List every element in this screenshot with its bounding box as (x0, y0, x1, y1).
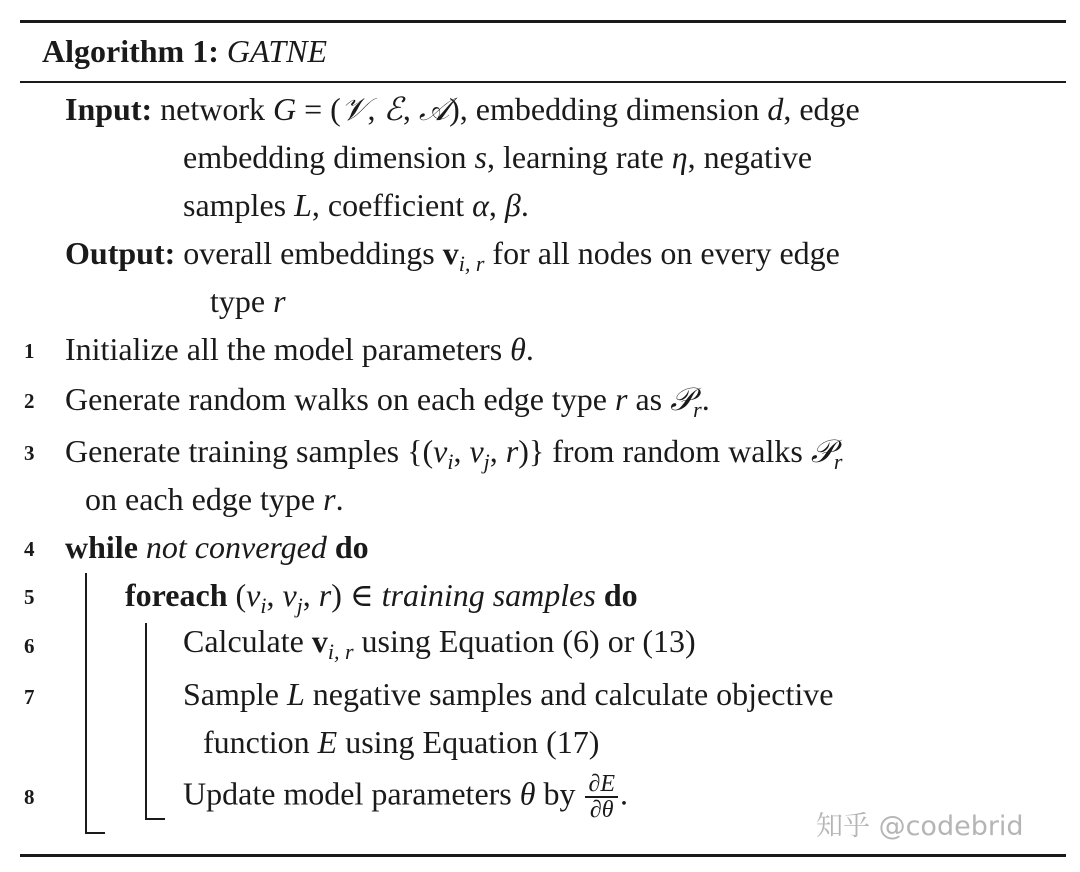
input-label: Input: (65, 91, 153, 127)
step-text: Generate training samples {( (65, 433, 434, 469)
step-text: Update model parameters (183, 775, 520, 812)
step-text: using Equation (17) (337, 724, 600, 760)
line-number: 8 (24, 785, 35, 809)
line-number: 1 (24, 339, 35, 363)
step-math: v (246, 577, 261, 613)
step-text: negative samples and calculate objective (304, 676, 834, 712)
input-math: ℰ (383, 91, 403, 127)
output-text: for all nodes on every edge (484, 235, 840, 271)
step-8 (183, 772, 628, 822)
top-rule (20, 20, 1066, 23)
step-subscript: j (483, 449, 490, 474)
step-math: θ (519, 775, 536, 812)
output-subscript: i, r (458, 251, 485, 276)
step-3-line-2 (85, 479, 344, 519)
input-line-2 (183, 137, 812, 177)
step-condition: training samples (381, 577, 596, 613)
input-text: , edge (783, 91, 860, 127)
step-text: using Equation (6) or (13) (353, 623, 696, 659)
input-text: samples (183, 187, 295, 223)
input-text: ), embedding dimension (449, 91, 768, 127)
line-number: 3 (24, 441, 35, 465)
keyword-do: do (603, 577, 638, 613)
input-text: , learning rate (486, 139, 672, 175)
step-math: 𝒫 (670, 381, 694, 417)
step-text: )} from random walks (518, 433, 811, 469)
line-number: 7 (24, 685, 35, 709)
input-text: embedding dimension (183, 139, 475, 175)
step-6 (183, 621, 696, 672)
step-subscript: j (296, 593, 303, 618)
keyword-do: do (334, 529, 369, 565)
step-subscript: i (447, 449, 454, 474)
foreach-block-bracket (145, 623, 147, 820)
step-text: . (335, 481, 344, 517)
step-math: r (323, 481, 336, 517)
foreach-block-end (145, 818, 165, 820)
step-subscript: r (693, 397, 702, 422)
step-math: r (318, 577, 332, 613)
step-subscript: r (833, 449, 843, 474)
algorithm-name: GATNE (226, 33, 328, 69)
step-math: θ (510, 331, 526, 367)
while-block-end (85, 832, 105, 834)
output-text: type (210, 283, 274, 319)
step-text (596, 577, 604, 613)
input-math: η (671, 139, 688, 175)
input-math: β (504, 187, 521, 223)
step-math: 𝒫 (810, 433, 834, 469)
step-math: r (614, 381, 628, 417)
step-math: v (282, 577, 297, 613)
step-subscript: i, r (327, 639, 354, 664)
step-math: L (286, 676, 305, 712)
step-math: E (317, 724, 338, 760)
input-math: d (767, 91, 784, 127)
step-math: v (311, 623, 328, 659)
input-math: α (472, 187, 489, 223)
step-3-line-1 (65, 431, 842, 482)
output-math: r (273, 283, 286, 319)
step-math: r (505, 433, 519, 469)
input-math: s (474, 139, 487, 175)
step-condition: not converged (145, 529, 327, 565)
output-line-2 (210, 281, 286, 321)
step-text: Initialize all the model parameters (65, 331, 511, 367)
bottom-rule (20, 854, 1066, 857)
step-5 (125, 575, 638, 626)
step-text: Calculate (183, 623, 312, 659)
input-line-1 (65, 89, 860, 129)
step-text: , (302, 577, 319, 613)
output-label: Output: (65, 235, 176, 271)
input-math: 𝒱 (340, 91, 368, 127)
watermark: 知乎 @codebrid (816, 811, 1024, 842)
step-text: as (627, 381, 671, 417)
step-text: ( (227, 577, 247, 613)
output-text: overall embeddings (183, 235, 443, 271)
while-block-bracket (85, 573, 87, 834)
step-math: v (469, 433, 484, 469)
step-text: Sample (183, 676, 287, 712)
input-math: L (294, 187, 312, 223)
step-2 (65, 379, 710, 430)
step-text: Generate random walks on each edge type (65, 381, 615, 417)
step-7-line-1 (183, 674, 833, 714)
step-text: , (266, 577, 283, 613)
input-math: 𝒜 (418, 91, 450, 127)
step-text: . (525, 331, 534, 367)
step-text: , (489, 433, 506, 469)
step-text: ) ∈ (331, 577, 382, 613)
line-number: 2 (24, 389, 35, 413)
line-number: 6 (24, 634, 35, 658)
step-7-line-2 (203, 722, 599, 762)
input-math: G (273, 91, 297, 127)
input-text: . (520, 187, 529, 223)
keyword-while: while (65, 529, 138, 565)
keyword-foreach: foreach (125, 577, 228, 613)
input-text: , (488, 187, 505, 223)
output-line-1 (65, 233, 840, 284)
output-math: v (442, 235, 459, 271)
line-number: 4 (24, 537, 35, 561)
partial-derivative-fraction (585, 772, 618, 822)
input-text: , (367, 91, 384, 127)
input-line-3 (183, 185, 529, 225)
step-4 (65, 527, 369, 567)
step-1 (65, 329, 534, 369)
step-text: , (453, 433, 470, 469)
step-text (327, 529, 335, 565)
step-text: on each edge type (85, 481, 324, 517)
step-text: . (620, 775, 628, 812)
step-text: . (701, 381, 710, 417)
step-text (138, 529, 146, 565)
algorithm-header (42, 31, 327, 71)
fraction-denominator: ∂θ (589, 797, 614, 823)
input-text: network (160, 91, 274, 127)
fraction-numerator: ∂E (585, 772, 618, 798)
step-text: by (535, 775, 584, 812)
input-text: , coefficient (311, 187, 473, 223)
line-number: 5 (24, 585, 35, 609)
algorithm-label: Algorithm 1: (42, 33, 219, 69)
step-subscript: i (260, 593, 267, 618)
step-math: v (433, 433, 448, 469)
input-text: = ( (296, 91, 341, 127)
header-rule (20, 81, 1066, 83)
input-text: , (402, 91, 419, 127)
step-text: function (203, 724, 318, 760)
input-text: , negative (687, 139, 813, 175)
